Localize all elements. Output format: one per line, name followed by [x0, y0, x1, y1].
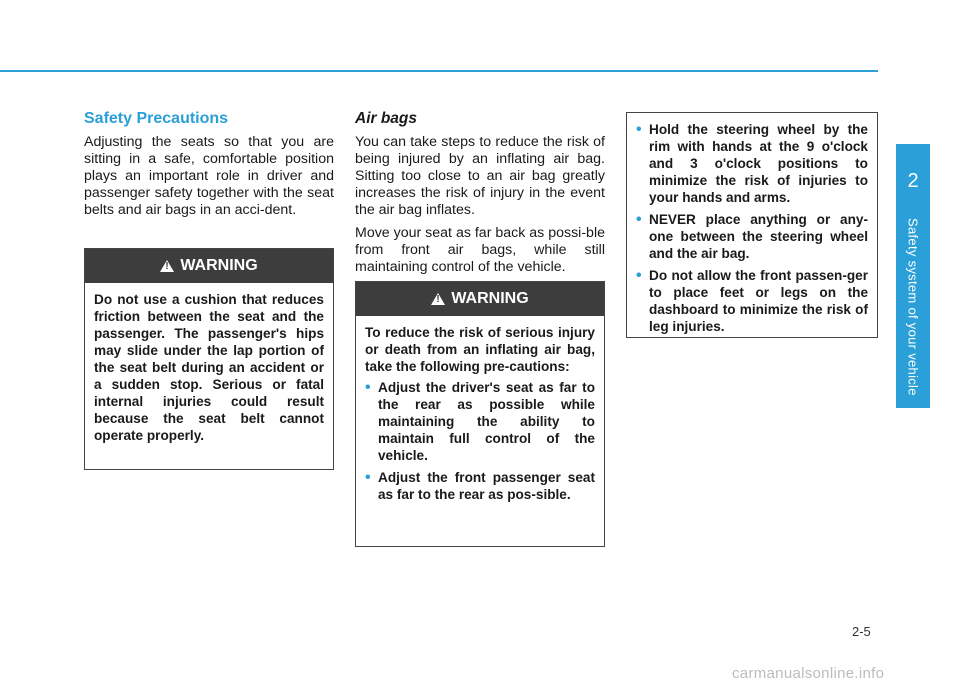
- warning-title: WARNING: [451, 290, 529, 307]
- warning-continuation-box: [626, 112, 878, 338]
- column-left: [84, 110, 334, 225]
- watermark-text: carmanualsonline.info: [732, 665, 885, 682]
- warning-box-cushion: [84, 248, 334, 470]
- warning-box-air-bag: [355, 281, 605, 547]
- list-item: • Adjust the driver's seat as far to the rear as possible while maintaining the ability to maintain full control of the vehicle.: [365, 379, 595, 464]
- header-rule: [0, 70, 878, 72]
- warning-header: [356, 282, 604, 316]
- warning-body: [627, 113, 877, 350]
- section-heading-air-bags: Air bags: [355, 110, 418, 127]
- warning-title: WARNING: [180, 257, 258, 274]
- list-item: • Do not allow the front passen-ger to place feet or legs on the dashboard to minimize the risk of leg injuries.: [636, 267, 868, 335]
- warning-triangle-icon: [160, 260, 174, 272]
- air-bags-paragraph-2: Move your seat as far back as possi-ble from front air bags, while still maintaining control of the vehicle.: [355, 225, 605, 275]
- warning-triangle-icon: [431, 293, 445, 305]
- warning-bullet-list: [365, 379, 595, 503]
- warning-header: [85, 249, 333, 283]
- warning-bullet-list: [636, 121, 868, 335]
- chapter-title: Safety system of your vehicle: [905, 218, 921, 396]
- column-middle: [355, 110, 605, 282]
- warning-intro: To reduce the risk of serious injury or death from an inflating air bag, take the following pre-cautions:: [365, 325, 595, 374]
- safety-precautions-paragraph: Adjusting the seats so that you are sitting in a safe, comfortable position plays an important role in driver and passenger safety together with the seat belts and air bags in an acci-dent.: [84, 134, 334, 218]
- chapter-tab: [896, 144, 930, 408]
- section-heading-safety-precautions: Safety Precautions: [84, 110, 229, 127]
- list-item: • Adjust the front passenger seat as far to the rear as pos-sible.: [365, 469, 595, 503]
- warning-body: Do not use a cushion that reduces friction between the seat and the passenger. The passenger's hips may slide under the lap portion of the seat belt during an accident or a sudden stop. Serious or fatal internal injuries could result because the seat belt cannot operate properly.: [94, 292, 324, 443]
- warning-body: [356, 316, 604, 518]
- list-item: • NEVER place anything or any-one between the steering wheel and the air bag.: [636, 211, 868, 262]
- air-bags-paragraph-1: You can take steps to reduce the risk of being injured by an inflating air bag. Sitting too close to an air bag greatly increases the risk of injury in the event the air bag inflates.: [355, 134, 605, 218]
- page-number: 2-5: [852, 624, 871, 639]
- list-item: • Hold the steering wheel by the rim with hands at the 9 o'clock and 3 o'clock positions to minimize the risk of injuries to your hands and arms.: [636, 121, 868, 206]
- chapter-number: 2: [907, 170, 919, 192]
